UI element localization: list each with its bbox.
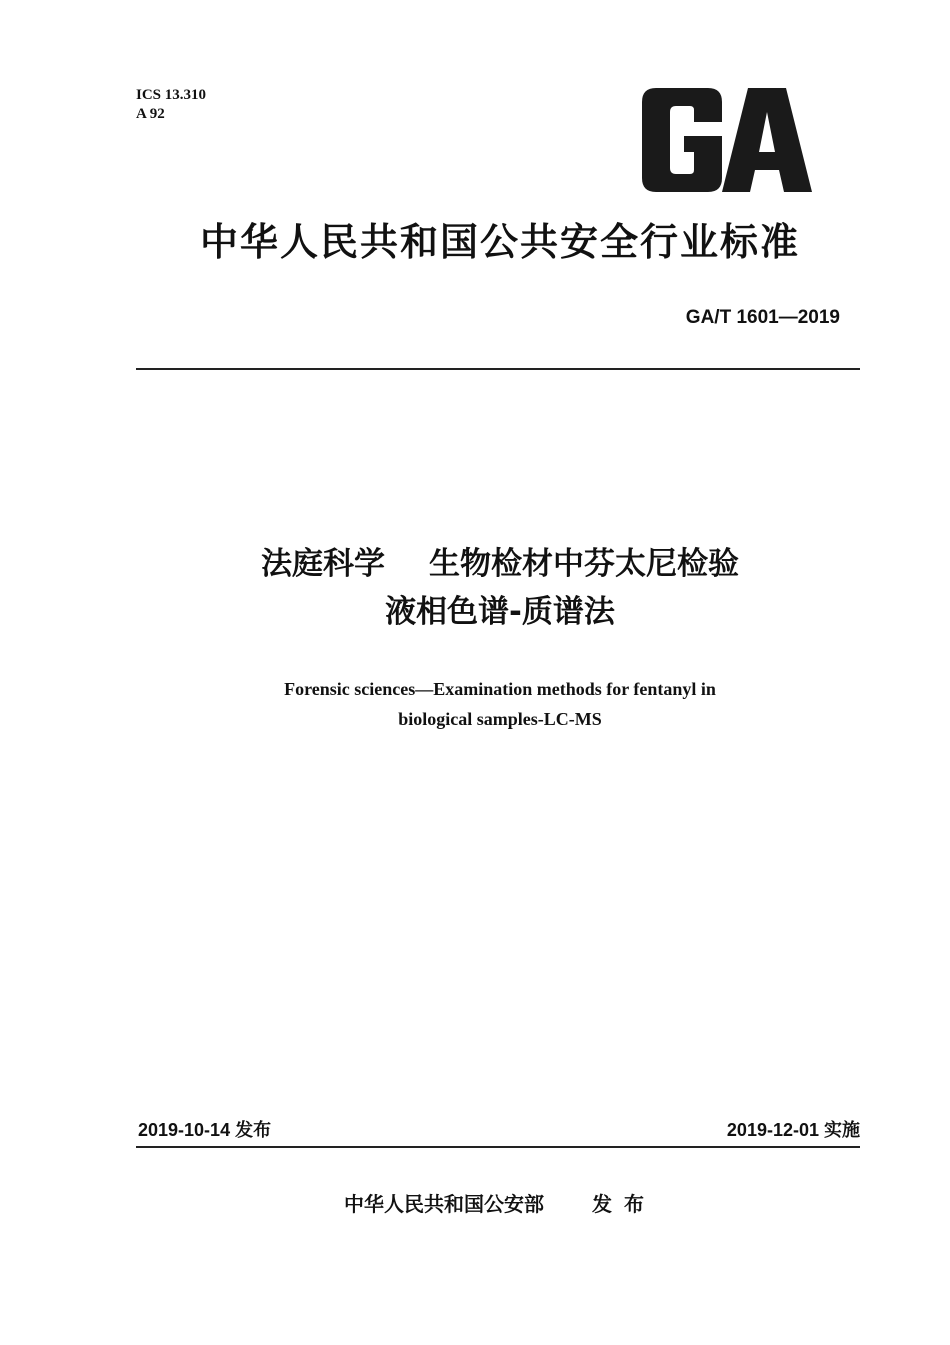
ics-code: ICS 13.310 xyxy=(136,87,207,103)
chinese-title-line-1 xyxy=(100,540,900,588)
publisher-org: 中华人民共和国公安部 xyxy=(344,1192,544,1216)
classification-codes xyxy=(136,86,206,124)
publisher-action: 发布 xyxy=(592,1192,656,1216)
chinese-title xyxy=(100,540,900,636)
standard-number: GA/T 1601—2019 xyxy=(685,307,840,328)
chinese-title-line-2: 液相色谱-质谱法 xyxy=(385,594,615,630)
top-divider xyxy=(136,368,860,370)
english-title-line-1: Forensic sciences—Examination methods for fentanyl in xyxy=(284,679,716,699)
publisher-line xyxy=(100,1190,900,1218)
bottom-divider xyxy=(136,1146,860,1148)
english-title xyxy=(150,674,850,734)
chinese-title-subject: 生物检材中芬太尼检验 xyxy=(429,546,739,582)
chinese-title-domain: 法庭科学 xyxy=(261,546,385,582)
implementation-date: 2019-12-01 实施 xyxy=(726,1120,860,1140)
issue-date: 2019-10-14 发布 xyxy=(138,1120,272,1140)
standard-category-title: 中华人民共和国公共安全行业标准 xyxy=(199,220,800,264)
ga-logo xyxy=(636,88,812,192)
ccs-code: A 92 xyxy=(136,106,165,122)
english-title-line-2: biological samples-LC-MS xyxy=(398,709,602,729)
